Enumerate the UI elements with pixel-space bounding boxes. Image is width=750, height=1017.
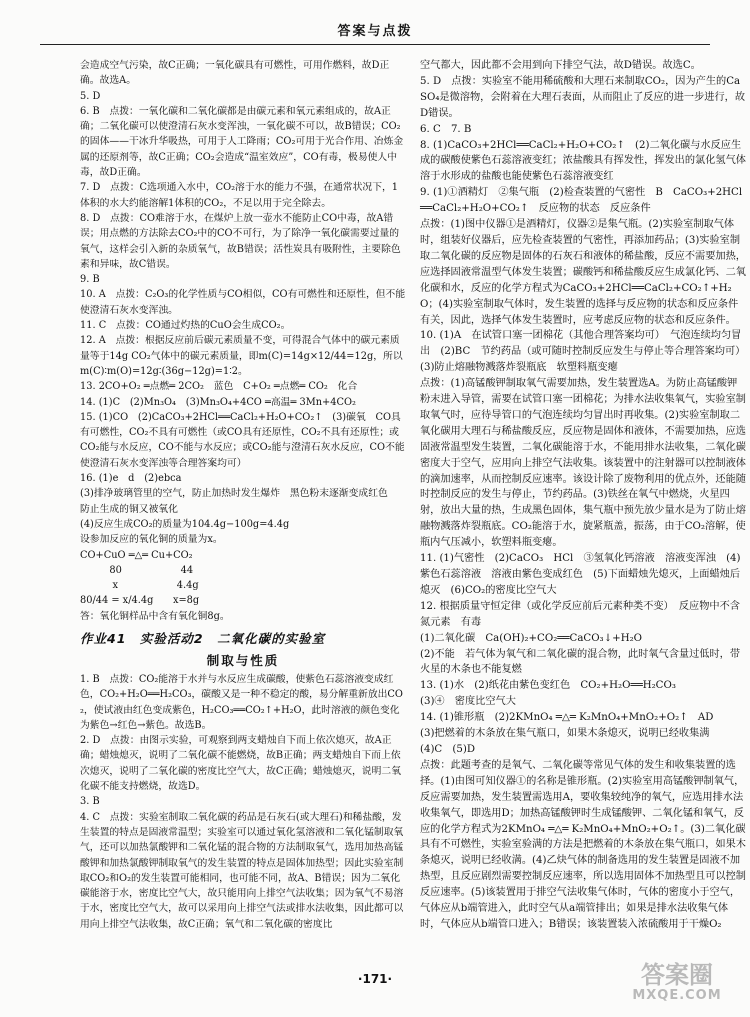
answer-line: 点拨：(1)图中仪器①是酒精灯，仪器②是集气瓶。(2)实验室制取气体时，组装好仪器后，应先检查装置的气密性，再添加药品；(3)实验室制取二氧化碳的反应物是固体的石灰石和液体的稀盐酸，反应不需要加热，应选择固液常温型气体发生装置；碳酸钙和稀盐酸反应生成氯化钙、二氧化碳和水，反应的化学方程式为CaCO₃+2HCl══CaCl₂+CO₂↑+H₂O；(4)实验室制取气体时，发生装置的选择与反应物的状态和反应条件有关，因此，选择气体发生装置时，应考虑反应物的状态和反应条件。 <box>420 219 746 326</box>
answer-line: (1)二氧化碳 Ca(OH)₂+CO₂══CaCO₃↓+H₂O <box>420 632 643 644</box>
left-column <box>80 58 406 932</box>
answer-line: 14. (1)锥形瓶 (2)2KMnO₄ ═△═ K₂MnO₄+MnO₂+O₂↑ AD <box>420 712 714 724</box>
answer-line: 9. B <box>80 274 100 286</box>
answer-line: 13. (1)水 (2)纸花由紫色变红色 CO₂+H₂O══H₂CO₃ <box>420 680 676 692</box>
answer-line: 15. (1)CO (2)CaCO₃+2HCl══CaCl₂+H₂O+CO₂↑ (3)碳氧 CO具有可燃性，CO₂不具有可燃性（或CO具有还原性，CO₂不具有还原性；或CO₂能与水反应，CO不能与水反应；或CO₂能与澄清石灰水反应，CO不能使澄清石灰水变浑浊等合理答案均可） <box>80 411 405 469</box>
answer-line: CO+CuO ═△═ Cu+CO₂ <box>80 549 193 561</box>
answer-line: 3. B <box>80 796 100 808</box>
answer-line: 80/44 = x/4.4g x=8g <box>80 595 200 607</box>
answer-line: 14. (1)C (2)Mn₃O₄ (3)Mn₃O₄+4CO ═高温═ 3Mn+4CO₂ <box>80 396 356 408</box>
answer-line: (4)反应生成CO₂的质量为104.4g−100g=4.4g <box>80 518 290 530</box>
watermark-logo <box>618 962 736 1012</box>
answer-line: 4. C 点拨：实验室制取二氧化碳的药品是石灰石(或大理石)和稀盐酸，发生装置的特点是固液常温型；实验室可以通过氧化氢溶液和二氧化锰制取氧气，还可以加热氯酸钾和二氧化锰的混合物的方法制取氧气，选用加热高锰酸钾和加热氯酸钾制取氧气的发生装置的特点是固体加热型；因此实验室制取CO₂和O₂的发生装置可能相同，也可能不同，故A、B错误；因为二氧化碳能溶于水，密度比空气大，故只能用向上排空气法收集；因为氧气不易溶于水，密度比空气大，故可以采用向上排空气法或排水法收集，因此都可以用向上排空气法收集，故C正确；氧气和二氧化碳的密度比 <box>80 811 404 930</box>
right-answers <box>420 58 750 933</box>
answer-line: 8. D 点拨：CO难溶于水，在煤炉上放一壶水不能防止CO中毒，故A错误；用点燃的方法除去CO₂中的CO不可行，为了除净一氧化碳需要过量的氧气，这样会引入新的杂质氧气，故B错误；活性炭具有吸附性，主要除色素和异味，故C错误。 <box>80 212 401 270</box>
answer-line: 答：氧化铜样品中含有氧化铜8g。 <box>80 610 230 622</box>
answer-line: 6. B 点拨：一氧化碳和二氧化碳都是由碳元素和氧元素组成的，故A正确；二氧化碳可以使澄清石灰水变浑浊，一氧化碳不可以，故B错误；CO₂的固体——干冰升华吸热，可用于人工降雨；CO₂可用于光合作用、冶炼金属的还原剂等，故C正确；CO₂会造成“温室效应”，CO有毒，极易使人中毒，故D正确。 <box>80 105 404 179</box>
answer-line: 8. (1)CaCO₃+2HCl══CaCl₂+H₂O+CO₂↑ (2)二氧化碳与水反应生成的碳酸使紫色石蕊溶液变红；浓盐酸具有挥发性，挥发出的氯化氢气体溶于水形成的盐酸也能使紫色石蕊溶液变红 <box>420 139 746 183</box>
answer-line: 10. A 点拨：C₂O₃的化学性质与CO相似，CO有可燃性和还原性，但不能使澄清石灰水变浑浊。 <box>80 289 406 316</box>
watermark-text: 答案圈 <box>641 961 713 989</box>
answer-line: 16. (1)e d (2)ebca <box>80 473 182 485</box>
page-header <box>40 20 710 45</box>
answer-line: 1. B 点拨：CO₂能溶于水并与水反应生成碳酸，使紫色石蕊溶液变成红色，CO₂+H₂O══H₂CO₃，碳酸又是一种不稳定的酸，易分解重新放出CO₂，使试液由红色变成紫色，H₂CO₃══CO₂↑+H₂O，此时溶液的颜色变化为紫色→红色→紫色。故选B。 <box>80 673 403 731</box>
header-title: 答案与点拨 <box>337 24 413 39</box>
answer-line: 7. D 点拨：C选项通入水中，CO₂溶于水的能力不强，在通常状况下，1体积的水大约能溶解1体积的CO₂，不足以用于完全除去。 <box>80 182 399 209</box>
page-number: ·171· <box>357 972 393 986</box>
answer-line: (2)不能 若气体为氧气和二氧化碳的混合物，此时氧气含量过低时，带火星的木条也不能复燃 <box>420 648 741 676</box>
answer-line: 5. D <box>80 90 101 102</box>
answer-line: 11. (1)气密性 (2)CaCO₃ HCl ③氢氧化钙溶液 溶液变浑浊 (4)紫色石蕊溶液 溶液由紫色变成红色 (5)下面蜡烛先熄灭，上面蜡烛后熄灭 (6)CO₂的密度比空气大 <box>420 553 741 596</box>
answer-line: 9. (1)①酒精灯 ②集气瓶 (2)检查装置的气密性 B CaCO₃+2HCl══CaCl₂+H₂O+CO₂↑ 反应物的状态 反应条件 <box>420 187 743 215</box>
answer-line: 空气都大，因此都不会用到向下排空气法，故D错误。故选C。 <box>420 60 701 71</box>
answer-line: 12. 根据质量守恒定律（或化学反应前后元素种类不变） 反应物中不含氮元素 有毒 <box>420 600 740 628</box>
answer-line: (3)④ 密度比空气大 <box>420 696 516 708</box>
answer-line: (3)排净玻璃管里的空气，防止加热时发生爆炸 黑色粉末逐渐变成红色 防止生成的铜又被氧化 <box>80 488 398 515</box>
section-title: 作业41 实验活动2 二氧化碳的实验室 <box>80 630 326 646</box>
answer-line: 13. 2CO+O₂ ═点燃═ 2CO₂ 蓝色 C+O₂ ═点燃═ CO₂ 化合 <box>80 381 358 393</box>
left-answers-after <box>80 672 406 932</box>
section-subtitle: 制取与性质 <box>206 652 280 668</box>
answer-line: 6. C 7. B <box>420 123 472 135</box>
answer-line: 11. C 点拨：CO通过灼热的CuO会生成CO₂。 <box>80 320 291 332</box>
answer-line: 会造成空气污染，故C正确；一氧化碳具有可燃性，可用作燃料，故D正确。故选A。 <box>80 60 390 87</box>
answer-line: 点拨：(1)高锰酸钾制取氧气需要加热，发生装置选A。为防止高锰酸钾粉末进入导管，需要在试管口塞一团棉花；为排水法收集氧气，实验室制取氧气时，应待导管口的气泡连续均匀冒出时再收集。(2)实验室制取二氧化碳用大理石与稀盐酸反应，反应物是固体和液体，不需要加热，应选固液常温型发生装置，二氧化碳能溶于水，不能用排水法收集，二氧化碳密度大于空气，应用向上排空气法收集。该装置中的注射器可以控制液体的滴加速率，从而控制反应速率。该设计除了废物利用的优点外，还能随时控制反应的发生与停止，节约药品。(3)铁丝在氧气中燃烧，火星四射，放出大量的热，生成黑色固体，集气瓶中预先放少量水是为了防止熔融物溅落炸裂瓶底。CO₂能溶于水，旋紧瓶盖，振荡，由于CO₂溶解，使瓶内气压减小，软塑料瓶变瘪。 <box>420 378 746 549</box>
answer-line: (4)C (5)D <box>420 743 476 755</box>
left-answers-before <box>80 58 406 624</box>
answer-line: 设参加反应的氧化铜的质量为x。 <box>80 534 223 546</box>
answer-line: 点拨：此题考查的是氧气、二氧化碳等常见气体的发生和收集装置的选择。(1)由图可知仪器①的名称是锥形瓶。(2)实验室用高锰酸钾制氧气，反应需要加热，发生装置需选用A，要收集较纯净的氧气，应选用排水法收集氧气，即选用D；加热高锰酸钾时生成锰酸钾、二氧化锰和氧气，反应的化学方程式为2KMnO₄ ═△═ K₂MnO₄+MnO₂+O₂↑。(3)二氧化碳具有不可燃性，实验室验满的方法是把燃着的木条放在集气瓶口，如果木条熄灭，说明已经收满。(4)乙炔气体的制备选用的发生装置是固液不加热型，且反应剧烈需要控制反应速率，所以选用固体不加热型且可以控制反应速率。(5)该装置用于排空气法收集气体时，气体的密度小于空气，气体应从b端管进入，此时空气从a端管排出；如果是排水法收集气体时，气体应从b端管口进入；B错误；该装置装入浓硫酸用于干燥O₂ <box>420 759 746 930</box>
answer-line: 10. (1)A 在试管口塞一团棉花（其他合理答案均可） 气泡连续均匀冒出 (2)BC 节约药品（或可随时控制反应发生与停止等合理答案均可） (3)防止熔融物溅落炸裂瓶底 软塑料瓶变瘪 <box>420 330 750 374</box>
answer-line: (3)把燃着的木条放在集气瓶口，如果木条熄灭，说明已经收集满 <box>420 728 710 740</box>
right-column <box>420 58 750 933</box>
answer-line: 2. D 点拨：由图示实验，可观察到两支蜡烛自下而上依次熄灭，故A正确；蜡烛熄灭，说明了二氧化碳不能燃烧，故B正确；两支蜡烛自下而上依次熄灭，说明了二氧化碳的密度比空气大，故C正确；蜡烛熄灭，说明二氧化碳不能支持燃烧，故选D。 <box>80 735 401 793</box>
answer-line: 12. A 点拨：根据反应前后碳元素质量不变，可得混合气体中的碳元素质量等于14g CO₂气体中的碳元素质量，即m(C)=14g×12/44=12g，所以m(C)∶m(O)=12g∶(36g−12g)=1∶2。 <box>80 335 403 377</box>
answer-line: 80 44 <box>80 564 194 576</box>
watermark-url: MXQE.COM <box>632 988 722 1003</box>
answer-line: 5. D 点拨：实验室不能用稀硫酸和大理石来制取CO₂，因为产生的CaSO₄是微溶物，会附着在大理石表面，从而阻止了反应的进一步进行，故D错误。 <box>420 75 746 119</box>
answer-line: x 4.4g <box>80 580 199 592</box>
